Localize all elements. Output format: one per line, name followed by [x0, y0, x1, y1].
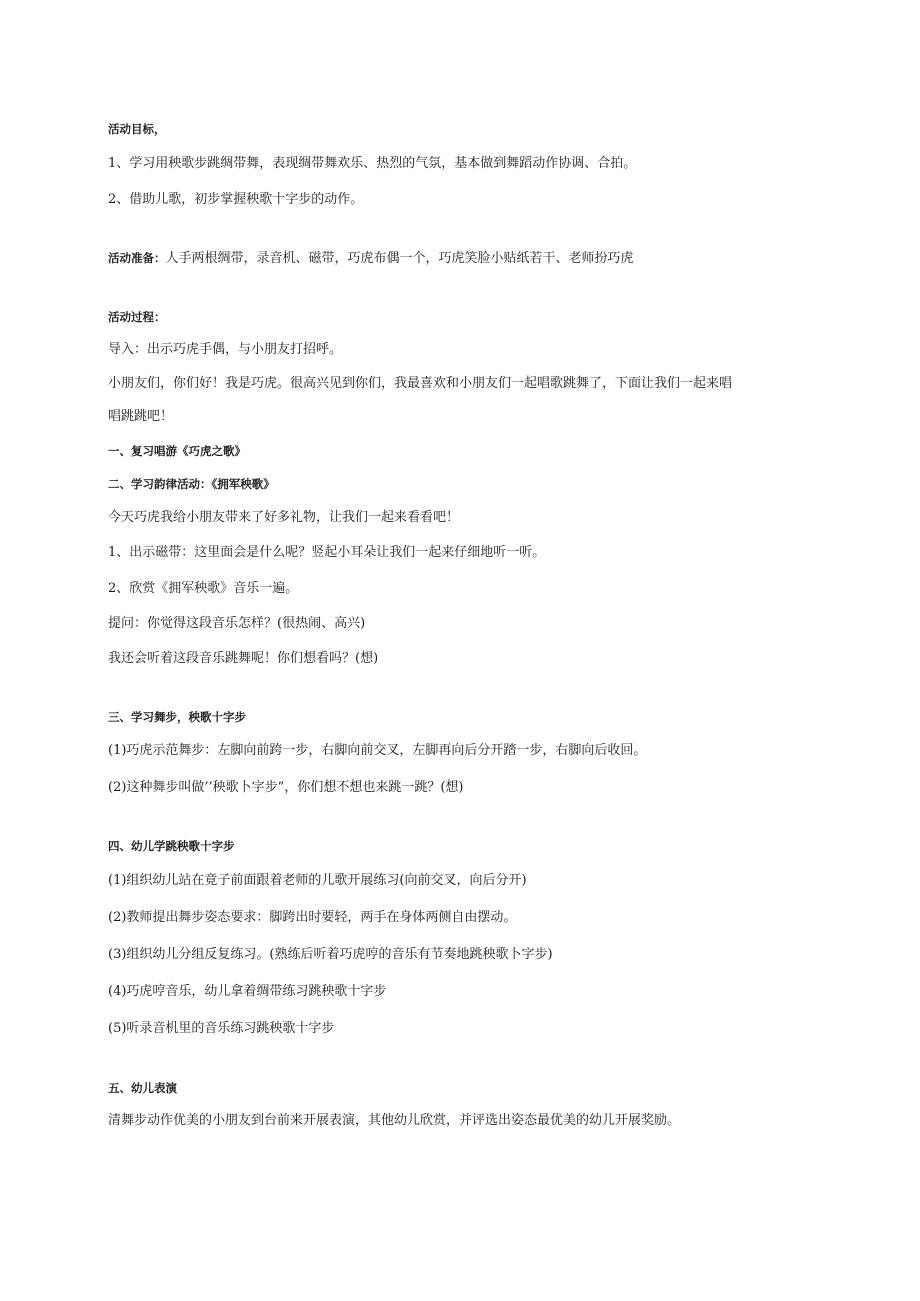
- section-1-title: 一、复习唱游《巧虎之歌》: [108, 444, 246, 458]
- process-greet-1: 小朋友们，你们好！我是巧虎。很高兴见到你们，我最喜欢和小朋友们一起唱歌跳舞了，下面让我们一起来唱: [108, 376, 733, 391]
- goal-item-2: 2、借助儿歌，初步掌握秧歌十字步的动作。: [108, 192, 364, 207]
- section-4-para-5: (5)听录音机里的音乐练习跳秧歌十字步: [108, 1021, 335, 1036]
- section-4-para-3: (3)组织幼儿分组反复练习。(熟练后听着巧虎哼的音乐有节奏地跳秧歌卜字步): [108, 947, 553, 962]
- process-greet-2: 唱跳跳吧！: [108, 409, 174, 424]
- prep-text: 人手两根绸带，录音机、磁带，巧虎布偶一个，巧虎笑脸小贴纸若干、老师扮巧虎: [165, 251, 634, 266]
- section-5-para-1: 清舞步动作优美的小朋友到台前来开展表演，其他幼儿欣赏，并评选出姿态最优美的幼儿开展奖励。: [108, 1113, 681, 1128]
- section-3-title: 三、学习舞步，秧歌十字步: [108, 710, 246, 724]
- section-3-para-1: (1)巧虎示范舞步：左脚向前跨一步，右脚向前交叉，左脚再向后分开踏一步，右脚向后收回。: [108, 743, 647, 758]
- section-2-para-1: 今天巧虎我给小朋友带来了好多礼物，让我们一起来看看吧！: [108, 510, 460, 525]
- section-2-para-3: 2、欣赏《拥军秧歌》音乐一遍。: [108, 581, 299, 596]
- prep-line: [108, 250, 634, 267]
- section-2-title: 二、学习韵律活动：《拥军秧歌》: [108, 477, 275, 491]
- section-4-para-1: (1)组织幼儿站在竟子前面跟着老师的儿歌开展练习(向前交叉，向后分开): [108, 873, 527, 888]
- prep-label: 活动准备：: [108, 251, 166, 265]
- section-4-para-4: (4)巧虎哼音乐，幼儿拿着绸带练习跳秧歌十字步: [108, 984, 387, 999]
- section-2-para-5: 我还会听着这段音乐跳舞呢！你们想看吗？(想): [108, 651, 379, 666]
- section-4-para-2: (2)教师提出舞步姿态要求：脚跨出时要轻，两手在身体两侧自由摆动。: [108, 910, 517, 925]
- section-5-title: 五、幼儿表演: [108, 1081, 177, 1095]
- section-2-para-4: 提问：你觉得这段音乐怎样？(很热闹、高兴): [108, 616, 366, 631]
- section-3-para-2: (2)这种舞步叫做’’秧歌卜字步”，你们想不想也来跳一跳？(想): [108, 780, 464, 795]
- process-intro: 导入：出示巧虎手偶，与小朋友打招呼。: [108, 342, 343, 357]
- goals-title: 活动目标，: [108, 122, 166, 136]
- goal-item-1: 1、学习用秧歌步跳绸带舞，表现绸带舞欢乐、热烈的气氛，基本做到舞蹈动作协调、合拍。: [108, 156, 637, 171]
- section-4-title: 四、幼儿学跳秧歌十字步: [108, 839, 235, 853]
- process-title: 活动过程：: [108, 310, 166, 324]
- section-2-para-2: 1、出示磁带：这里面会是什么呢？竖起小耳朵让我们一起来仔细地听一听。: [108, 545, 546, 560]
